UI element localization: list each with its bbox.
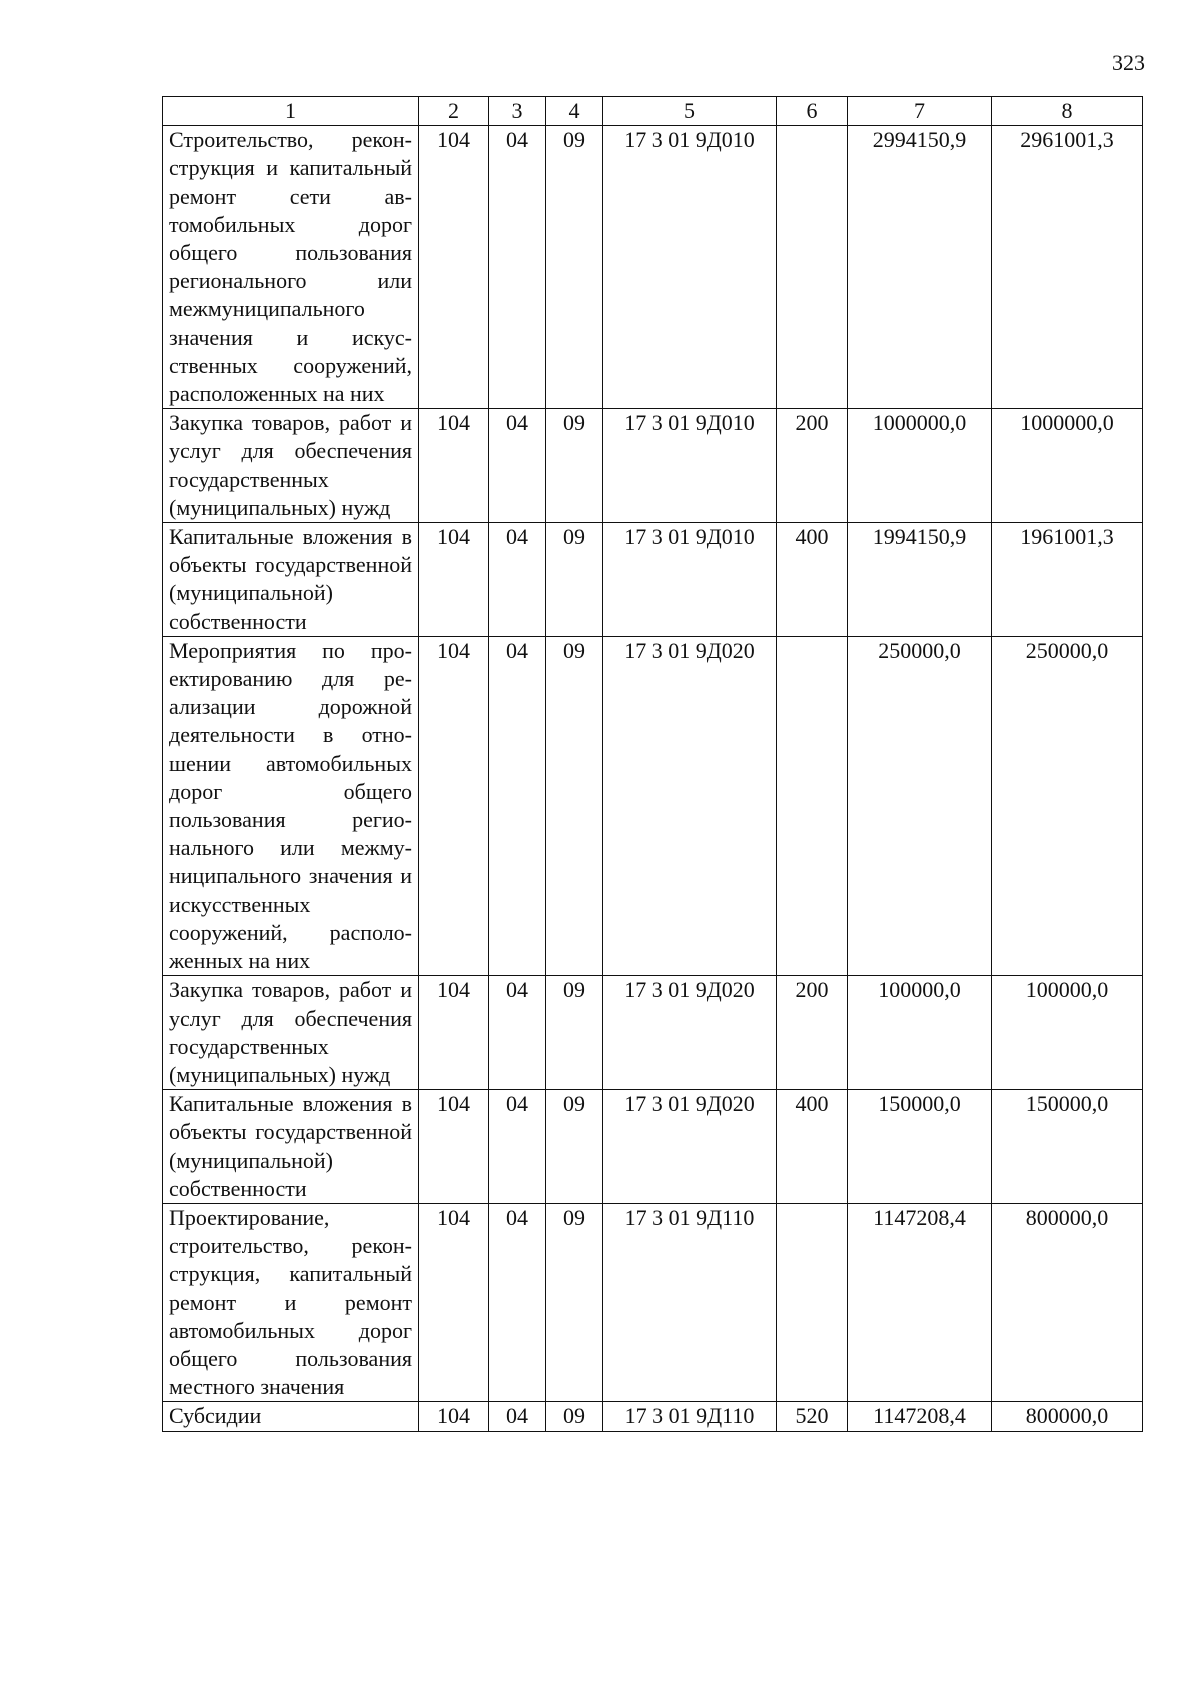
cell-section-code: 04 [489,636,546,975]
cell-ministry-code: 104 [419,636,489,975]
cell-amount-col8: 250000,0 [992,636,1143,975]
page-number: 323 [1112,50,1145,75]
cell-expense-type [777,126,848,409]
cell-subsection-code: 09 [546,636,603,975]
cell-expense-type: 200 [777,409,848,523]
table-row [163,1090,1143,1204]
cell-target-article: 17 3 01 9Д010 [603,126,777,409]
cell-ministry-code: 104 [419,1090,489,1204]
cell-target-article: 17 3 01 9Д010 [603,409,777,523]
cell-ministry-code: 104 [419,1203,489,1401]
cell-expense-type: 200 [777,976,848,1090]
cell-amount-col7: 1000000,0 [848,409,992,523]
cell-subsection-code: 09 [546,1203,603,1401]
cell-expense-type: 400 [777,1090,848,1204]
budget-table [162,96,1143,1432]
cell-amount-col7: 2994150,9 [848,126,992,409]
row-description: Мероприятия по проектированию для реализации дорожной деятельности в отношении автомобильных дорог общего пользования регионального или межмуниципального значения и искусственных сооружений, расположенных на них [163,636,419,975]
row-description: Закупка товаров, работ и услуг для обеспечения государственных (муниципальных) нужд [163,409,419,523]
row-description: Субсидии [163,1402,419,1431]
cell-amount-col8: 1000000,0 [992,409,1143,523]
table-row [163,523,1143,637]
cell-subsection-code: 09 [546,1090,603,1204]
cell-amount-col8: 150000,0 [992,1090,1143,1204]
column-header: 8 [992,97,1143,126]
cell-target-article: 17 3 01 9Д110 [603,1203,777,1401]
column-header: 7 [848,97,992,126]
cell-target-article: 17 3 01 9Д010 [603,523,777,637]
column-header: 4 [546,97,603,126]
row-description: Капитальные вложения в объекты государственной (муниципальной) собственности [163,523,419,637]
cell-target-article: 17 3 01 9Д020 [603,636,777,975]
cell-target-article: 17 3 01 9Д110 [603,1402,777,1431]
cell-target-article: 17 3 01 9Д020 [603,976,777,1090]
column-header: 3 [489,97,546,126]
cell-amount-col7: 100000,0 [848,976,992,1090]
cell-ministry-code: 104 [419,1402,489,1431]
cell-amount-col7: 1147208,4 [848,1203,992,1401]
cell-subsection-code: 09 [546,1402,603,1431]
column-header: 6 [777,97,848,126]
header-row [163,97,1143,126]
cell-amount-col7: 1994150,9 [848,523,992,637]
cell-amount-col8: 1961001,3 [992,523,1143,637]
cell-subsection-code: 09 [546,976,603,1090]
cell-subsection-code: 09 [546,409,603,523]
table-row [163,1402,1143,1431]
row-description: Капитальные вложения в объекты государственной (муниципальной) собственности [163,1090,419,1204]
cell-expense-type [777,636,848,975]
table-row [163,1203,1143,1401]
cell-amount-col7: 1147208,4 [848,1402,992,1431]
row-description: Закупка товаров, работ и услуг для обеспечения государственных (муниципальных) нужд [163,976,419,1090]
cell-section-code: 04 [489,126,546,409]
row-description: Строительство, реконструкция и капитальный ремонт сети автомобильных дорог общего пользования регионального или межмуниципального значения и искусственных сооружений, расположенных на них [163,126,419,409]
cell-amount-col8: 800000,0 [992,1402,1143,1431]
cell-ministry-code: 104 [419,976,489,1090]
cell-amount-col8: 100000,0 [992,976,1143,1090]
cell-expense-type [777,1203,848,1401]
cell-expense-type: 520 [777,1402,848,1431]
cell-ministry-code: 104 [419,409,489,523]
cell-section-code: 04 [489,1203,546,1401]
cell-section-code: 04 [489,1090,546,1204]
cell-target-article: 17 3 01 9Д020 [603,1090,777,1204]
cell-amount-col7: 250000,0 [848,636,992,975]
cell-ministry-code: 104 [419,523,489,637]
table-row [163,409,1143,523]
cell-section-code: 04 [489,523,546,637]
table-row [163,636,1143,975]
cell-section-code: 04 [489,1402,546,1431]
row-description: Проектирование, строительство, реконструкция, капитальный ремонт и ремонт автомобильных дорог общего пользования местного значения [163,1203,419,1401]
cell-amount-col8: 800000,0 [992,1203,1143,1401]
cell-subsection-code: 09 [546,523,603,637]
cell-amount-col7: 150000,0 [848,1090,992,1204]
column-header: 5 [603,97,777,126]
table-row [163,976,1143,1090]
cell-amount-col8: 2961001,3 [992,126,1143,409]
cell-expense-type: 400 [777,523,848,637]
table-row [163,126,1143,409]
cell-section-code: 04 [489,976,546,1090]
column-header: 2 [419,97,489,126]
cell-section-code: 04 [489,409,546,523]
cell-ministry-code: 104 [419,126,489,409]
cell-subsection-code: 09 [546,126,603,409]
column-header: 1 [163,97,419,126]
